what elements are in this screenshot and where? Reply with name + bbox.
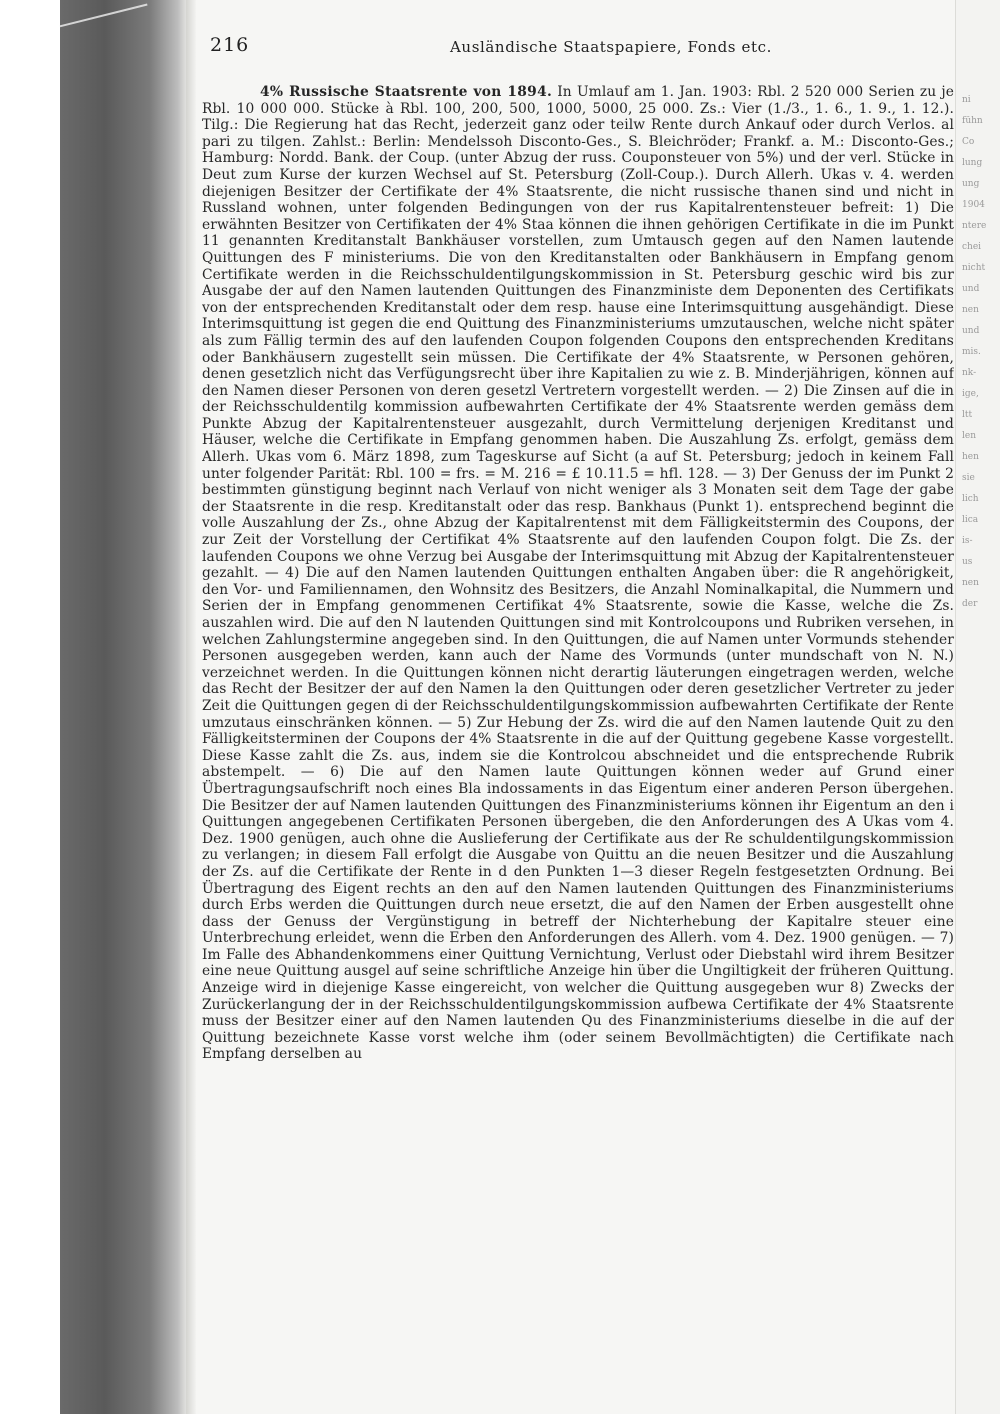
article-body <box>202 84 954 1384</box>
facing-page-strip <box>955 0 1000 1414</box>
article-title: 4% Russische Staatsrente von 1894. <box>260 84 553 100</box>
book-binding-gutter <box>60 0 188 1414</box>
article-text: In Umlauf am 1. Jan. 1903: Rbl. 2 520 000 Serien zu je Rbl. 10 000 000. Stücke à Rbl. 100, 200, 500, 1000, 5000, 25 000. Zs.: Vier (1./3., 1. 6., 1. 9., 1. 12.). Tilg.: Die Regierung hat das Recht, jederzeit ganz oder teilw Rente durch Ankauf oder durch Verlos. al pari zu tilgen. Zahlst.: Berlin: Mendelssoh Disconto-Ges., S. Bleichröder; Frankf. a. M.: Disconto-Ges.; Hamburg: Nordd. Bank. der Coup. (unter Abzug der russ. Couponsteuer von 5%) und der verl. Stücke in Deut zum Kurse der kurzen Wechsel auf St. Petersburg (Zoll-Coup.). Durch Allerh. Ukas v. 4. werden diejenigen Besitzer der Certifikate der 4% Staatsrente, die nicht russische thanen sind und nicht in Russland wohnen, unter folgenden Bedingungen von der rus Kapitalrentensteuer befreit: 1) Die erwähnten Besitzer von Certifikaten der 4% Staa können die ihnen gehörigen Certifikate in die im Punkt 11 genannten Kreditanstalt Bankhäuser vorstellen, zum Umtausch gegen auf den Namen lautende Quittungen des F ministeriums. Die von den Kreditanstalten oder Bankhäusern in Empfang genom Certifikate werden in die Reichsschuldentilgungskommission in St. Petersburg geschic wird bis zur Ausgabe der auf den Namen lautenden Quittungen des Finanzministe dem Deponenten des Certifikats von der entsprechenden Kreditanstalt oder dem resp. hause eine Interimsquittung ausgehändigt. Diese Interimsquittung ist gegen die end Quittung des Finanzministeriums umzutauschen, welche nicht später als zum Fällig termin des auf den laufenden Coupon folgenden Coupons den entsprechenden Kreditans oder Bankhäusern zugestellt sein müssen. Die Certifikate der 4% Staatsrente, w Personen gehören, denen gesetzlich nicht das Verfügungsrecht über ihre Kapitalien zu wie z. B. Minderjährigen, können auf den Namen dieser Personen von deren gesetzl Vertretern vorgestellt werden. — 2) Die Zinsen auf die in der Reichsschuldentilg kommission aufbewahrten Certifikate der 4% Staatsrente werden gemäss dem Punkte Abzug der Kapitalrentensteuer ausgezahlt, durch Vermittelung derjenigen Kreditanst und Häuser, welche die Certifikate in Empfang genommen haben. Die Auszahlung Zs. erfolgt, gemäss dem Allerh. Ukas vom 6. März 1898, zum Tageskurse auf Sicht (a auf St. Petersburg; jedoch in keinem Fall unter folgender Parität: Rbl. 100 = frs. = M. 216 = £ 10.11.5 = hfl. 128. — 3) Der Genuss der im Punkt 2 bestimmten günstigung beginnt nach Verlauf von nicht weniger als 3 Monaten seit dem Tage der gabe der Staatsrente in die resp. Kreditanstalt oder das resp. Bankhaus (Punkt 1). entsprechend beginnt die volle Auszahlung der Zs., ohne Abzug der Kapitalrentenst mit dem Fälligkeitstermin des Coupons, der zur Zeit der Vorstellung der Certifikat 4% Staatsrente auf den laufenden Coupon folgt. Die Zs. der laufenden Coupons we ohne Verzug bei Ausgabe der Interimsquittung mit Abzug der Kapitalrentensteuer gezahlt. — 4) Die auf den Namen lautenden Quittungen enthalten Angaben über: die R angehörigkeit, den Vor- und Familiennamen, den Wohnsitz des Besitzers, die Anzahl Nominalkapital, die Nummern und Serien der in Empfang genommenen Certifikat 4% Staatsrente, sowie die Kasse, welche die Zs. auszahlen wird. Die auf den N lautenden Quittungen sind mit Kontrolcoupons und Rubriken versehen, in welchen Zahlungstermine angegeben sind. In den Quittungen, die auf Namen unter Vormunds stehender Personen ausgegeben werden, kann auch der Name des Vormunds (unter mundschaft von N. N.) verzeichnet werden. In die Quittungen können nicht derartig läuterungen eingetragen werden, welche das Recht der Besitzer der auf den Namen la den Quittungen oder deren gesetzlicher Vertreter zu jeder Zeit die Quittungen gegen di der Reichsschuldentilgungskommission aufbewahrten Certifikate der Rente umzutaus einschränken können. — 5) Zur Hebung der Zs. wird die auf den Namen lautende Quit zu den Fälligkeitsterminen der Coupons der 4% Staatsrente in die auf der Quittung gegebene Kasse vorgestellt. Diese Kasse zahlt die Zs. aus, indem sie die Kontrolcou abschneidet und die entsprechende Rubrik abstempelt. — 6) Die auf den Namen laute Quittungen können weder auf Grund einer Übertragungsaufschrift noch eines Bla indossaments in das Eigentum einer anderen Person übergehen. Die Besitzer der auf Namen lautenden Quittungen des Finanzministeriums können ihr Eigentum an den i Quittungen angegebenen Certifikaten Personen übergeben, die den Anforderungen des A Ukas vom 4. Dez. 1900 genügen, auch ohne die Auslieferung der Certifikate aus der Re schuldentilgungskommission zu verlangen; in diesem Fall erfolgt die Ausgabe von Quittu an die neuen Besitzer und die Auszahlung der Zs. auf die Certifikate der Rente in d den Punkten 1—3 dieser Regeln festgesetzten Ordnung. Bei Übertragung des Eigent rechts an den auf den Namen lautenden Quittungen des Finanzministeriums durch Erbs werden die Quittungen durch neue ersetzt, die auf den Namen der Erben ausgestellt ohne dass der Genuss der Vergünstigung in betreff der Nichterhebung der Kapitalre steuer eine Unterbrechung erleidet, wenn die Erben den Anforderungen des Allerh. vom 4. Dez. 1900 genügen. — 7) Im Falle des Abhandenkommens einer Quittung Vernichtung, Verlust oder Diebstahl wird ihrem Besitzer eine neue Quittung ausgel auf seine schriftliche Anzeige hin über die Ungiltigkeit der früheren Quittung. Anzeige wird in diejenige Kasse eingereicht, von welcher die Quittung ausgegeben wur 8) Zwecks der Zurückerlangung der in der Reichsschuldentilgungskommission aufbewa Certifikate der 4% Staatsrente muss der Besitzer einer auf den Namen lautenden Qu des Finanzministeriums dieselbe in die auf der Quittung bezeichnete Kasse vorst welche ihm (oder seinem Bevollmächtigten) die Certifikate nach Empfang derselben au <box>202 84 954 1063</box>
running-head: Ausländische Staatspapiere, Fonds etc. <box>450 38 772 56</box>
page-number: 216 <box>210 34 250 56</box>
page-header <box>210 34 950 64</box>
page-left-margin <box>0 0 60 1414</box>
binding-edge-shadow <box>186 0 196 1414</box>
article-paragraph <box>202 84 954 1063</box>
facing-page-text-fragments: ni fühn Co lung ung 1904 ntere chei nicht und nen und mis. nk- ige, ltt len hen sie lich lica is- us nen der <box>962 95 987 609</box>
